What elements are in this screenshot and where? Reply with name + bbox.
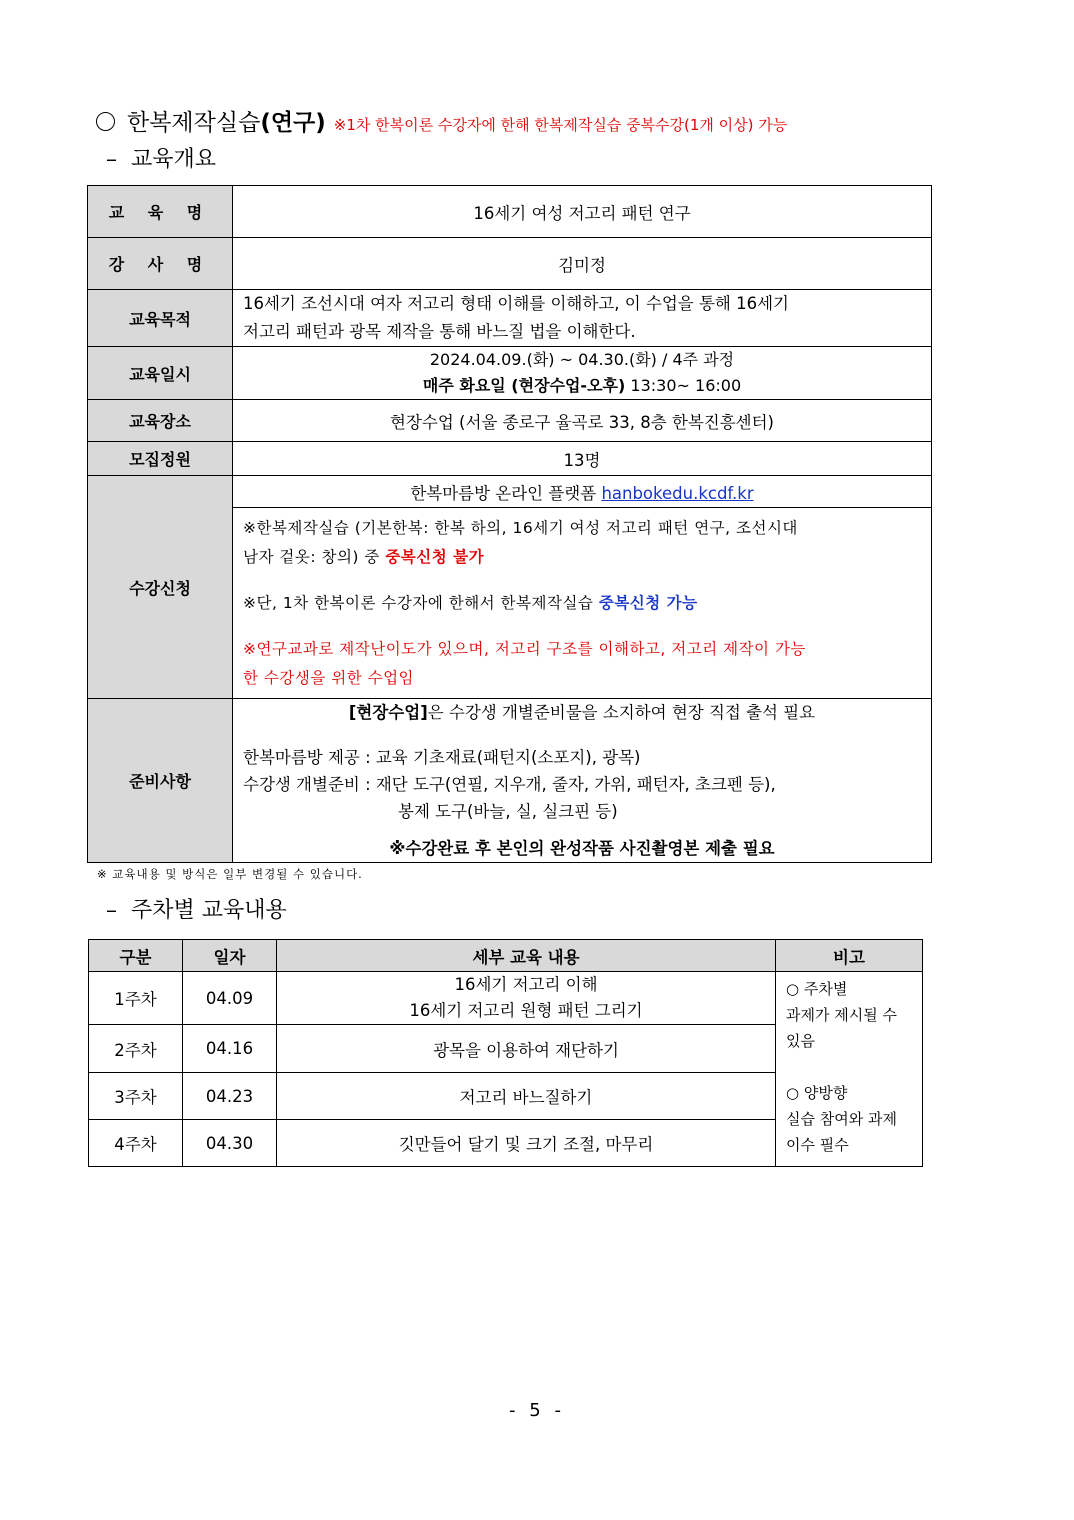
place-label: 교육장소: [88, 400, 233, 442]
course-value: 16세기 여성 저고리 패턴 연구: [233, 186, 932, 238]
prep-label: 준비사항: [88, 699, 233, 863]
header-date: 일자: [183, 940, 277, 972]
footnote: ※ 교육내용 및 방식은 일부 변경될 수 있습니다.: [97, 867, 363, 881]
apply-duplicate-allowed: 중복신청 가능: [598, 593, 698, 612]
apply-label: 수강신청: [88, 476, 233, 699]
prep-value: [현장수업]은 수강생 개별준비물을 소지하여 현장 직접 출석 필요 한복마름방 제공 : 교육 기초재료(패턴지(소포지), 광목) 수강생 개별준비 : 재단 도구(연필, 지우개, 줄자, 가위, 패턴자, 초크펜 등), 봉제 도구(바늘, 실, 실크핀 등) ※수강완료 후 본인의 완성작품 사진촬영본 제출 필요: [233, 699, 932, 863]
table-row: [89, 972, 923, 1025]
place-value: 현장수업 (서울 종로구 율곡로 33, 8층 한복진흥센터): [233, 400, 932, 442]
apply-link[interactable]: hanbokedu.kcdf.kr: [601, 483, 754, 503]
weekly-table: [88, 939, 923, 1167]
date-cell: 04.30: [183, 1120, 277, 1167]
section-weekly-heading: [106, 893, 287, 924]
purpose-label: 교육목적: [88, 290, 233, 347]
circle-bullet-icon: [96, 112, 115, 131]
week-cell: 4주차: [89, 1120, 183, 1167]
date-cell: 04.16: [183, 1025, 277, 1073]
header-week: 구분: [89, 940, 183, 972]
apply-platform: 한복마름방 온라인 플랫폼 hanbokedu.kcdf.kr: [233, 476, 932, 508]
week-cell: 3주차: [89, 1073, 183, 1120]
instructor-label: 강 사 명: [88, 238, 233, 290]
section-overview-title: 교육개요: [131, 147, 217, 172]
date-cell: 04.09: [183, 972, 277, 1025]
dash-bullet: –: [106, 898, 117, 923]
heading-note: ※1차 한복이론 수강자에 한해 한복제작실습 중복수강(1개 이상) 가능: [333, 116, 788, 134]
date-cell: 04.23: [183, 1073, 277, 1120]
main-heading: [96, 104, 787, 137]
section-overview-heading: [106, 142, 216, 173]
quota-label: 모집정원: [88, 442, 233, 476]
week-cell: 1주차: [89, 972, 183, 1025]
content-cell: 16세기 저고리 이해 16세기 저고리 원형 패턴 그리기: [277, 972, 776, 1025]
dash-bullet: –: [106, 147, 117, 172]
content-cell: 저고리 바느질하기: [277, 1073, 776, 1120]
instructor-value: 김미정: [233, 238, 932, 290]
purpose-value: 16세기 조선시대 여자 저고리 형태 이해를 이해하고, 이 수업을 통해 16세기 저고리 패턴과 광목 제작을 통해 바느질 법을 이해한다.: [233, 290, 932, 347]
apply-no-duplicate: 중복신청 불가: [385, 547, 485, 566]
apply-notes: ※한복제작실습 (기본한복: 한복 하의, 16세기 여성 저고리 패턴 연구, 조선시대 남자 겉옷: 창의) 중 중복신청 불가 ※단, 1차 한복이론 수강자에 한해서 한복제작실습 중복신청 가능 ※연구교과로 제작난이도가 있으며, 저고리 구조를 이해하고, 저고리 제작이 가능 한 수강생을 위한 수업임: [233, 508, 932, 699]
quota-value: 13명: [233, 442, 932, 476]
content-cell: 광목을 이용하여 재단하기: [277, 1025, 776, 1073]
remark-cell: ○ 주차별 과제가 제시될 수 있음 ○ 양방향 실습 참여와 과제 이수 필수: [776, 972, 923, 1167]
course-label: 교 육 명: [88, 186, 233, 238]
date-value: 2024.04.09.(화) ~ 04.30.(화) / 4주 과정 매주 화요일 (현장수업-오후) 13:30~ 16:00: [233, 347, 932, 400]
page-number: - 5 -: [509, 1400, 565, 1421]
header-content: 세부 교육 내용: [277, 940, 776, 972]
header-remark: 비고: [776, 940, 923, 972]
heading-title: 한복제작실습: [127, 110, 261, 136]
week-cell: 2주차: [89, 1025, 183, 1073]
overview-table: [87, 185, 932, 863]
content-cell: 깃만들어 달기 및 크기 조절, 마무리: [277, 1120, 776, 1167]
heading-title-bold: (연구): [260, 110, 326, 136]
section-weekly-title: 주차별 교육내용: [131, 898, 287, 923]
date-label: 교육일시: [88, 347, 233, 400]
